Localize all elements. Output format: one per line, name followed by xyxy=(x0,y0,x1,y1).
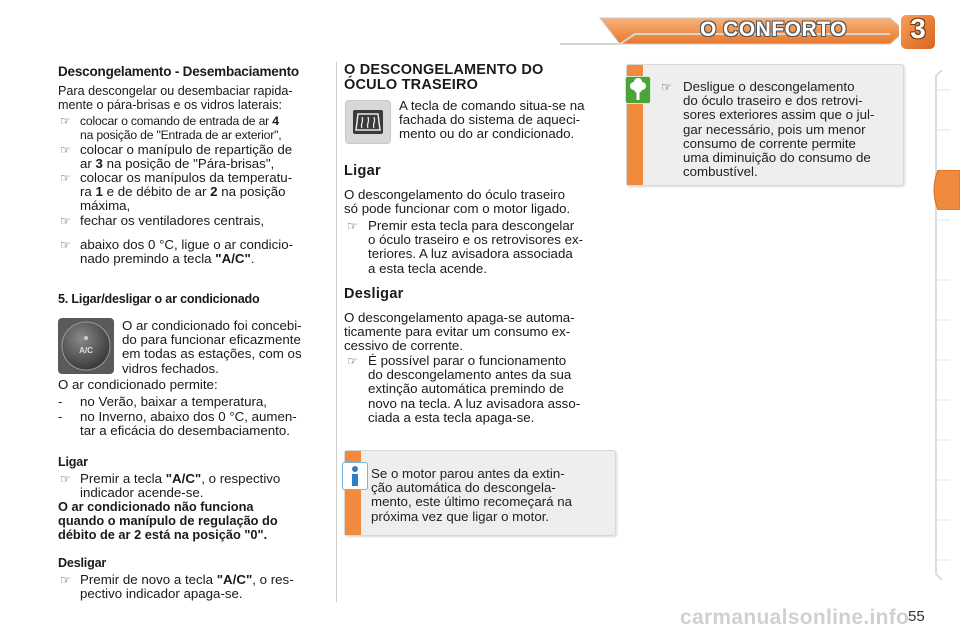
list-item: no Inverno, abaixo dos 0 °C, aumen- tar a eficácia do desembaciamento. xyxy=(80,409,297,439)
pointing-hand-icon: ☞ xyxy=(60,472,71,486)
ac-warning-text: O ar condicionado não funciona quando o manípulo de regulação do débito de ar 2 está na posição "0". xyxy=(58,499,278,543)
pointing-hand-icon: ☞ xyxy=(60,238,71,252)
pointing-hand-icon: ☞ xyxy=(60,171,71,185)
desligar-heading: Desligar xyxy=(344,286,404,302)
column-divider xyxy=(336,62,337,602)
ac-permits-text: O ar condicionado permite: xyxy=(58,377,218,392)
rear-defrost-intro: A tecla de comando situa-se na fachada do sistema de aqueci- mento ou do ar condicionado. xyxy=(399,98,585,142)
ligar-heading-left: Ligar xyxy=(58,455,88,469)
info-callout xyxy=(344,450,616,536)
list-item: no Verão, baixar a temperatura, xyxy=(80,394,268,409)
pointing-hand-icon: ☞ xyxy=(60,114,71,128)
dash-icon: - xyxy=(58,394,63,409)
intro-text: Para descongelar ou desembaciar rapida- mente o pára-brisas e os vidros laterais: xyxy=(58,84,293,113)
list-item: Premir de novo a tecla "A/C", o res- pectivo indicador apaga-se. xyxy=(80,572,294,602)
list-item: colocar o comando de entrada de ar 4 na posição de "Entrada de ar exterior", xyxy=(80,114,282,143)
list-item: Premir a tecla "A/C", o respectivo indicador acende-se. xyxy=(80,471,281,501)
desligar-heading-left: Desligar xyxy=(58,556,107,570)
section-heading-rear-defrost: O DESCONGELAMENTO DO ÓCULO TRASEIRO xyxy=(344,62,544,93)
section-heading-defrost: Descongelamento - Desembaciamento xyxy=(58,64,299,79)
eco-callout-text: Desligue o descongelamento do óculo traseiro e dos retrovi- sores exteriores assim que o jul- gar necessário, pois um menor consumo de corrente permite uma diminuição do consumo de combustível. xyxy=(683,79,875,180)
watermark-text: carmanualsonline.info xyxy=(680,606,910,629)
ligar-text: O descongelamento do óculo traseiro só pode funcionar com o motor ligado. xyxy=(344,187,571,217)
pointing-hand-icon: ☞ xyxy=(60,143,71,157)
pointing-hand-icon: ☞ xyxy=(347,354,358,368)
list-item: abaixo dos 0 °C, ligue o ar condicio- nado premindo a tecla "A/C". xyxy=(80,237,294,267)
list-item: colocar o manípulo de repartição de ar 3 na posição de "Pára-brisas", xyxy=(80,142,293,172)
dash-icon: - xyxy=(58,409,63,424)
info-icon xyxy=(342,462,368,490)
page-number: 55 xyxy=(908,608,925,625)
ac-button-label: A/C xyxy=(79,346,93,355)
pointing-hand-icon: ☞ xyxy=(661,80,672,94)
list-item: Premir esta tecla para descongelar o óculo traseiro e os retrovisores ex- teriores. A luz avisadora associada a esta tecla acende. xyxy=(368,218,584,276)
eco-callout xyxy=(626,64,904,186)
pointing-hand-icon: ☞ xyxy=(60,573,71,587)
active-chapter-tab[interactable] xyxy=(930,170,960,210)
chapter-tabs xyxy=(928,70,950,580)
list-item: É possível parar o funcionamento do descongelamento antes da sua extinção automática premindo de novo na tecla. A luz avisadora asso- ciada a esta tecla apaga-se. xyxy=(368,353,581,425)
pointing-hand-icon: ☞ xyxy=(60,214,71,228)
tree-icon xyxy=(625,76,651,104)
pointing-hand-icon: ☞ xyxy=(347,219,358,233)
list-item: colocar os manípulos da temperatu- ra 1 e de débito de ar 2 na posição máxima, xyxy=(80,170,293,214)
list-item: fechar os ventiladores centrais, xyxy=(80,213,265,228)
ligar-heading: Ligar xyxy=(344,163,381,179)
ac-description: O ar condicionado foi concebi- do para funcionar eficazmente em todas as estações, com os vidros fechados. xyxy=(122,318,302,376)
ac-button-icon xyxy=(58,318,114,374)
page-title: O CONFORTO xyxy=(700,18,847,41)
ac-heading: 5. Ligar/desligar o ar condicionado xyxy=(58,292,260,306)
chapter-number: 3 xyxy=(910,13,926,44)
rear-defrost-icon xyxy=(345,100,391,144)
info-callout-text: Se o motor parou antes da extin- ção automática do descongela- mento, este último recomeçará na próxima vez que ligar o motor. xyxy=(371,466,573,524)
desligar-text: O descongelamento apaga-se automa- ticamente para evitar um consumo ex- cessivo de corrente. xyxy=(344,310,575,354)
